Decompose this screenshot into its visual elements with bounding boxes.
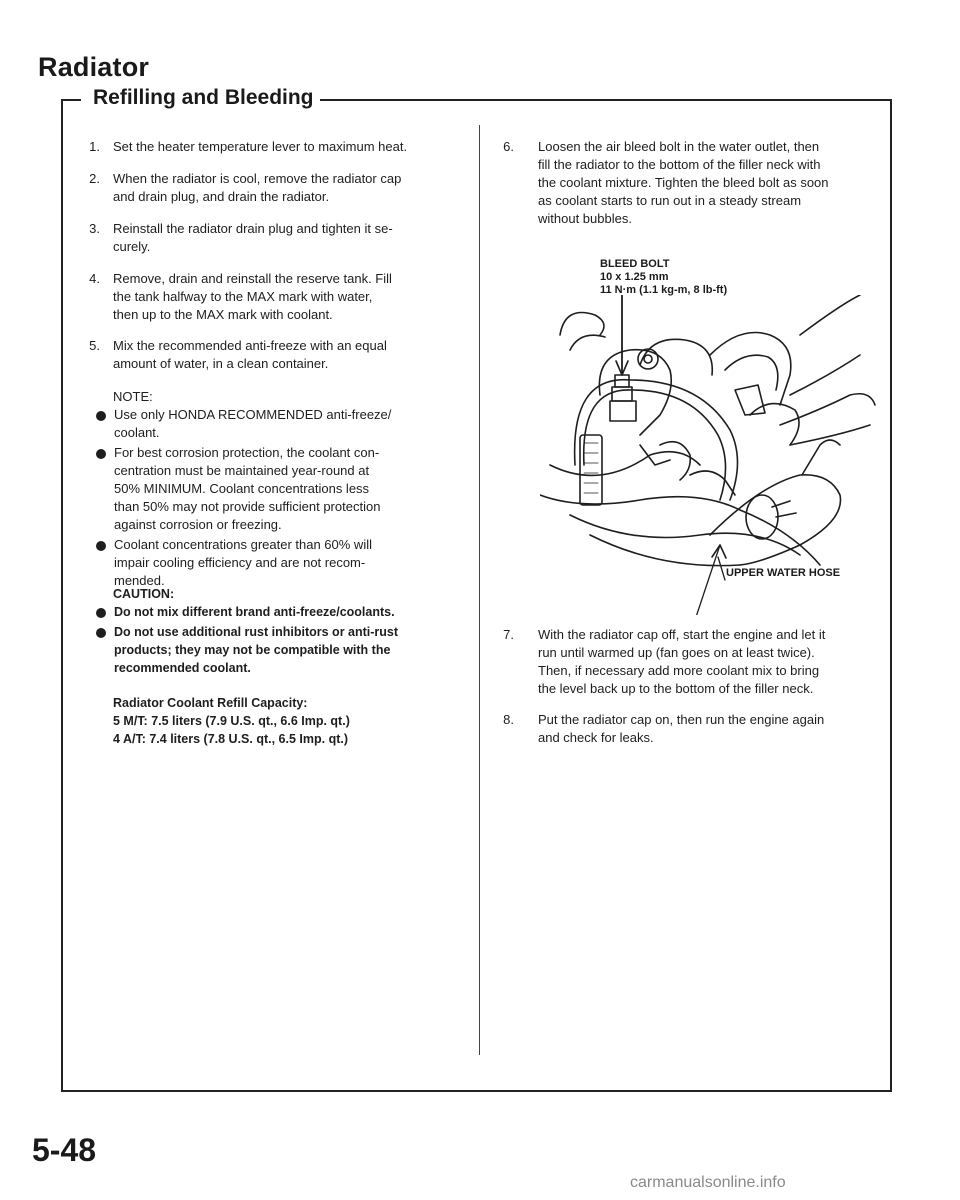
note-item: Coolant concentrations greater than 60% will impair cooling efficiency and are not recom- mended. <box>96 536 473 590</box>
step-line: then up to the MAX mark with coolant. <box>113 307 333 322</box>
note-item: For best corrosion protection, the coolant con- centration must be maintained year-round at 50% MINIMUM. Coolant concentrations less than 50% may not provide sufficient protection against corrosion or freezing. <box>96 444 473 534</box>
frame-left-border <box>61 99 63 1092</box>
step-number: 8. <box>503 712 514 727</box>
frame-bottom-border <box>61 1090 892 1092</box>
caution-block <box>113 585 475 679</box>
section-title: Refilling and Bleeding <box>93 86 314 109</box>
step-number: 5. <box>89 338 100 353</box>
step-line: and drain plug, and drain the radiator. <box>113 189 330 204</box>
step-number: 4. <box>89 271 100 286</box>
section-rule-left <box>61 99 81 101</box>
step-line: the tank halfway to the MAX mark with water, <box>113 289 373 304</box>
bleed-bolt-label: BLEED BOLT 10 x 1.25 mm 11 N·m (1.1 kg-m, 8 lb-ft) <box>600 258 728 296</box>
step-line: When the radiator is cool, remove the radiator cap <box>113 171 402 186</box>
note-heading: NOTE: <box>113 389 153 404</box>
caution-heading: CAUTION: <box>113 587 175 601</box>
column-divider <box>479 125 480 1055</box>
capacity-heading: Radiator Coolant Refill Capacity: <box>113 696 308 710</box>
bullet-icon <box>96 541 106 551</box>
step-number: 7. <box>503 627 514 642</box>
step-line: Mix the recommended anti-freeze with an equal <box>113 338 387 353</box>
watermark-text: carmanualsonline.info <box>630 1174 786 1191</box>
capacity-line: 4 A/T: 7.4 liters (7.8 U.S. qt., 6.5 Imp. qt.) <box>113 732 349 746</box>
page-title: Radiator <box>38 52 150 82</box>
bullet-icon <box>96 449 106 459</box>
frame-right-border <box>890 99 892 1092</box>
step-number: 1. <box>89 139 100 154</box>
step-number: 6. <box>503 139 514 154</box>
page-number: 5-48 <box>32 1132 97 1168</box>
step-number: 3. <box>89 221 100 236</box>
bullet-icon <box>96 608 106 618</box>
engine-bleed-bolt-illustration <box>540 295 890 615</box>
caution-item: Do not use additional rust inhibitors or anti-rust products; they may not be compatible with the recommended coolant. <box>96 623 475 677</box>
step-number: 2. <box>89 171 100 186</box>
bullet-icon <box>96 411 106 421</box>
capacity-block <box>113 694 475 748</box>
step-line: Set the heater temperature lever to maximum heat. <box>113 139 408 154</box>
step-line: Reinstall the radiator drain plug and tighten it se- <box>113 221 393 236</box>
capacity-line: 5 M/T: 7.5 liters (7.9 U.S. qt., 6.6 Imp. qt.) <box>113 714 350 728</box>
step-line: curely. <box>113 239 151 254</box>
step-line: amount of water, in a clean container. <box>113 356 329 371</box>
section-rule-right <box>320 99 892 101</box>
bullet-icon <box>96 628 106 638</box>
upper-water-hose-label: UPPER WATER HOSE <box>726 567 841 579</box>
note-item: Use only HONDA RECOMMENDED anti-freeze/ coolant. <box>96 406 473 442</box>
step-line: Remove, drain and reinstall the reserve tank. Fill <box>113 271 392 286</box>
note-block <box>113 388 473 592</box>
caution-item: Do not mix different brand anti-freeze/coolants. <box>96 603 475 621</box>
